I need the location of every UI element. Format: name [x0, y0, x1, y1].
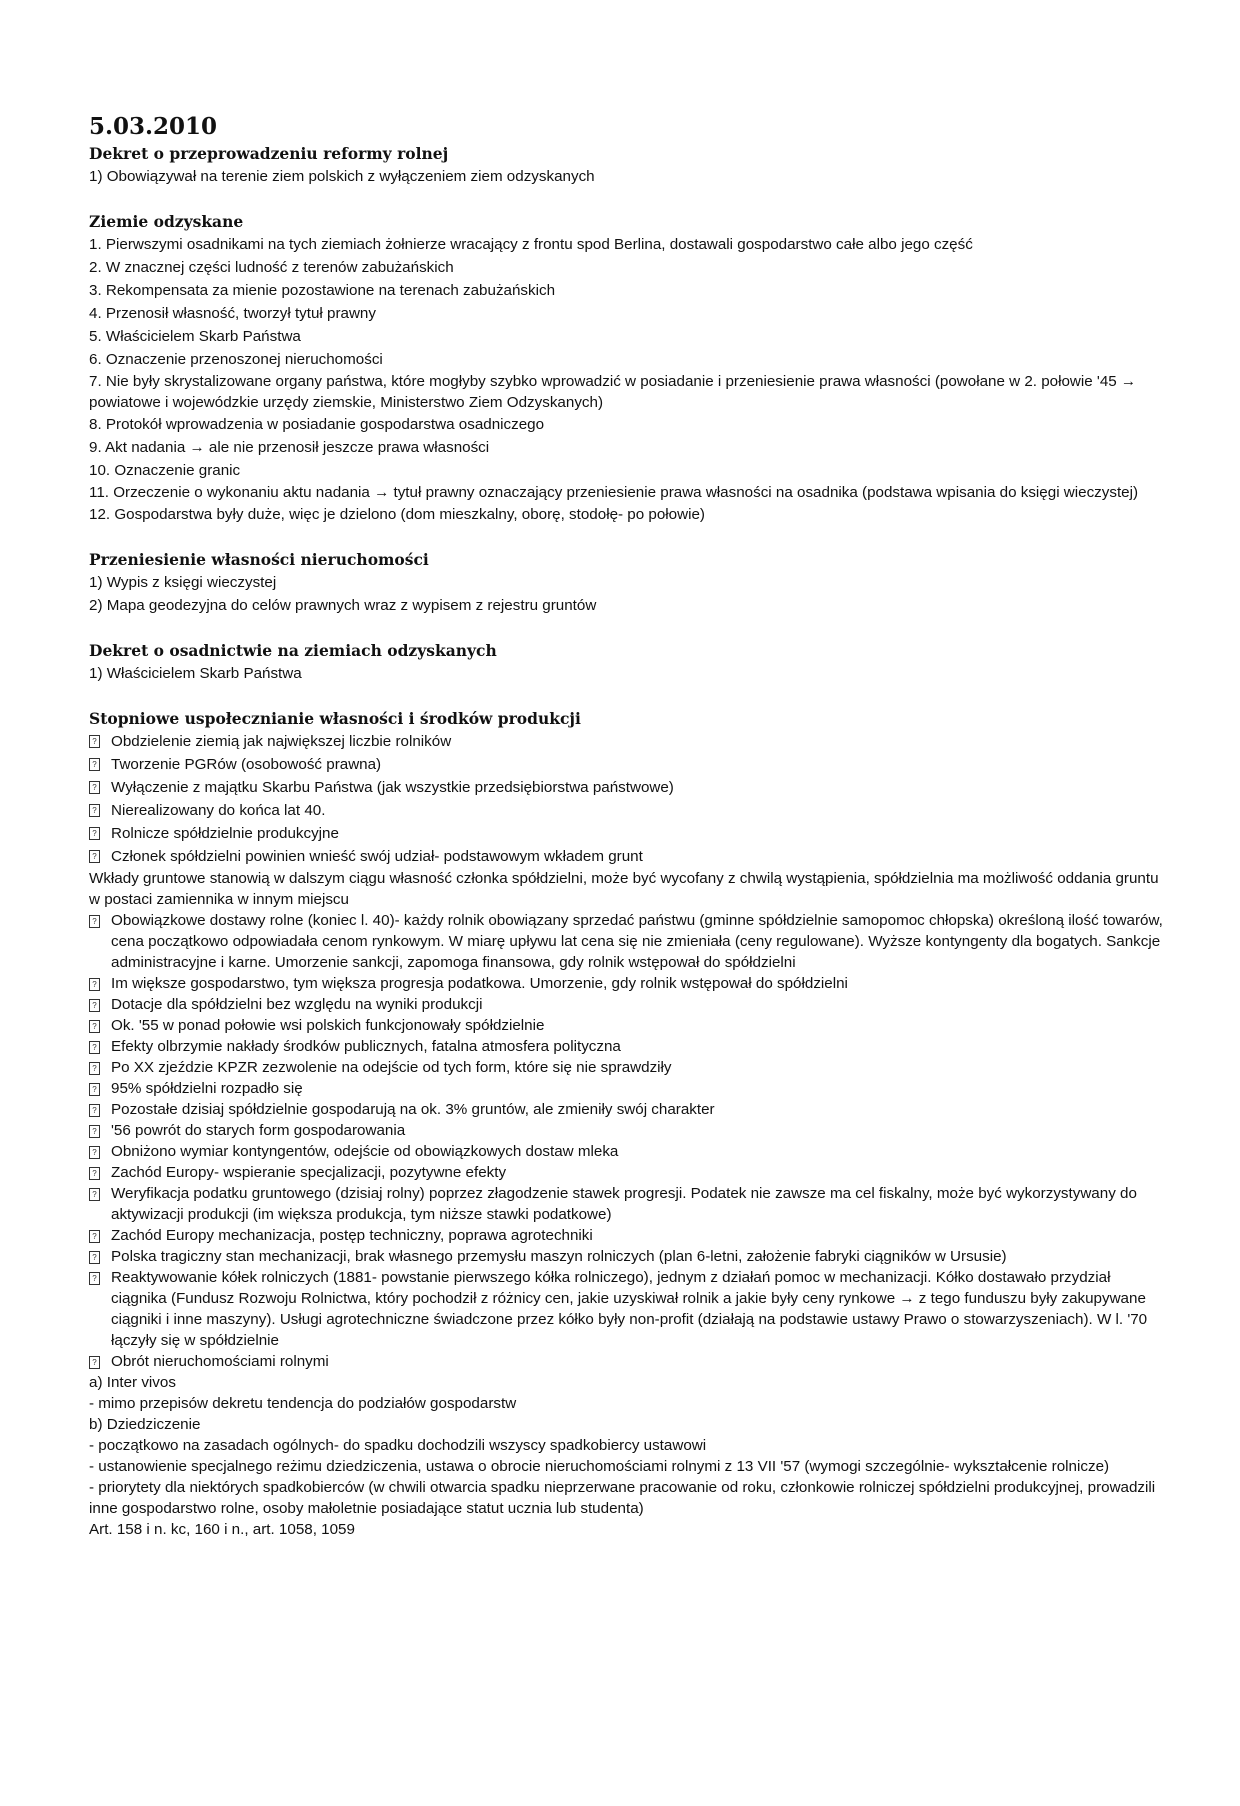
list-item: - początkowo na zasadach ogólnych- do spadku dochodzili wszyscy spadkobiercy ustawowi	[89, 1437, 707, 1454]
bullet-glyph-icon	[89, 1062, 100, 1075]
bullet-glyph-icon	[89, 781, 100, 794]
bullet-item: ? Rolnicze spółdzielnie produkcyjne	[89, 822, 1169, 845]
bullet-item: ? Ok. '55 w ponad połowie wsi polskich funkcjonowały spółdzielnie	[89, 1015, 1169, 1036]
bullet-glyph-icon	[89, 978, 100, 991]
bullet-item: ? Polska tragiczny stan mechanizacji, brak własnego przemysłu maszyn rolniczych (plan 6-letni, założenie fabryki ciągników w Ursusie)	[89, 1246, 1169, 1267]
list-item: 5. Właścicielem Skarb Państwa	[89, 328, 301, 345]
bullet-item: ? 95% spółdzielni rozpadło się	[89, 1078, 1169, 1099]
section-heading: Dekret o przeprowadzeniu reformy rolnej	[89, 144, 449, 163]
bullet-item: ? Efekty olbrzymie nakłady środków publicznych, fatalna atmosfera polityczna	[89, 1036, 1169, 1057]
bullet-item: ? Obdzielenie ziemią jak największej liczbie rolników	[89, 730, 1169, 753]
list-item: 12. Gospodarstwa były duże, więc je dzielono (dom mieszkalny, oborę, stodołę- po połowie)	[89, 506, 705, 523]
bullet-item: ? Tworzenie PGRów (osobowość prawna)	[89, 753, 1169, 776]
bullet-glyph-icon	[89, 1167, 100, 1180]
document-date: 5.03.2010	[89, 113, 218, 140]
bullet-item: ? Wyłączenie z majątku Skarbu Państwa (jak wszystkie przedsiębiorstwa państwowe)	[89, 776, 1169, 799]
list-item: 7. Nie były skrystalizowane organy państwa, które mogłyby szybko wprowadzić w posiadanie i przeniesienie prawa własności (powołane w 2. połowie '45 → powiatowe i wojewódzkie urzędy ziemskie, Ministerstwo Ziem Odzyskanych)	[89, 373, 1137, 411]
list-item: - mimo przepisów dekretu tendencja do podziałów gospodarstw	[89, 1395, 517, 1412]
list-item: 1) Właścicielem Skarb Państwa	[89, 665, 302, 682]
list-item: 11. Orzeczenie o wykonaniu aktu nadania → tytuł prawny oznaczający przeniesienie prawa własności na osadnika (podstawa wpisania do księgi wieczystej)	[89, 484, 1139, 501]
bullet-glyph-icon	[89, 735, 100, 748]
bullet-glyph-icon	[89, 1020, 100, 1033]
bullet-glyph-icon	[89, 758, 100, 771]
bullet-glyph-icon	[89, 915, 100, 928]
bullet-glyph-icon	[89, 1125, 100, 1138]
bullet-glyph-icon	[89, 827, 100, 840]
list-item: 2. W znacznej części ludność z terenów zabużańskich	[89, 259, 454, 276]
bullet-item: ? Obowiązkowe dostawy rolne (koniec l. 40)- każdy rolnik obowiązany sprzedać państwu (gminne spółdzielnie samopomoc chłopska) określoną ilość towarów, cena początkowo odpowiadała cenom rynkowym. W miarę upływu lat cena się nie zmieniała (ceny regulowane). Wyższe kontyngenty dla bogatych. Sankcje administracyjne i karne. Umorzenie sankcji, zapomoga finansowa, gdy rolnik wstępował do spółdzielni	[89, 910, 1169, 973]
list-item: 4. Przenosił własność, tworzył tytuł prawny	[89, 305, 376, 322]
bullet-item: ? Reaktywowanie kółek rolniczych (1881- powstanie pierwszego kółka rolniczego), jednym z działań pomoc w mechanizacji. Kółko dostawało przydział ciągnika (Fundusz Rozwoju Rolnictwa, który pochodził z różnicy cen, jakie uzyskiwał rolnik a jakie były ceny rynkowe → z tego funduszu były zakupywane ciągniki i inne maszyny). Usługi agrotechniczne świadczone przez kółko były non-profit (działają na podstawie ustawy Prawo o stowarzyszeniach). W l. '70 łączyły się w spółdzielnie	[89, 1267, 1169, 1351]
bullet-item: ? '56 powrót do starych form gospodarowania	[89, 1120, 1169, 1141]
bullet-glyph-icon	[89, 1104, 100, 1117]
bullet-item: ? Obrót nieruchomościami rolnymi	[89, 1351, 1169, 1372]
section-heading: Stopniowe uspołecznianie własności i środków produkcji	[89, 709, 581, 728]
bullet-item: ? Członek spółdzielni powinien wnieść swój udział- podstawowym wkładem grunt	[89, 845, 1169, 868]
list-item: - ustanowienie specjalnego reżimu dziedziczenia, ustawa o obrocie nieruchomościami rolnymi z 13 VII '57 (wymogi szczególnie- wykształcenie rolnicze)	[89, 1458, 1110, 1475]
bullet-item: ? Nierealizowany do końca lat 40.	[89, 799, 1169, 822]
list-item: 8. Protokół wprowadzenia w posiadanie gospodarstwa osadniczego	[89, 416, 545, 433]
bullet-item: ? Zachód Europy- wspieranie specjalizacji, pozytywne efekty	[89, 1162, 1169, 1183]
section-heading: Przeniesienie własności nieruchomości	[89, 550, 429, 569]
bullet-item: ? Obniżono wymiar kontyngentów, odejście od obowiązkowych dostaw mleka	[89, 1141, 1169, 1162]
bullet-glyph-icon	[89, 1083, 100, 1096]
bullet-item: ? Dotacje dla spółdzielni bez względu na wyniki produkcji	[89, 994, 1169, 1015]
list-item: 1) Obowiązywał na terenie ziem polskich z wyłączeniem ziem odzyskanych	[89, 168, 595, 185]
list-item: 10. Oznaczenie granic	[89, 462, 241, 479]
bullet-glyph-icon	[89, 1146, 100, 1159]
bullet-item: ? Zachód Europy mechanizacja, postęp techniczny, poprawa agrotechniki	[89, 1225, 1169, 1246]
bullet-item: ? Im większe gospodarstwo, tym większa progresja podatkowa. Umorzenie, gdy rolnik wstępował do spółdzielni	[89, 973, 1169, 994]
paragraph: Wkłady gruntowe stanowią w dalszym ciągu własność członka spółdzielni, może być wycofany z chwilą wystąpienia, spółdzielnia ma możliwość oddania gruntu w postaci zamiennika w innym miejscu	[89, 870, 1159, 908]
bullet-glyph-icon	[89, 804, 100, 817]
bullet-glyph-icon	[89, 1356, 100, 1369]
list-item: a) Inter vivos	[89, 1374, 176, 1391]
list-item: 1. Pierwszymi osadnikami na tych ziemiach żołnierze wracający z frontu spod Berlina, dostawali gospodarstwo całe albo jego część	[89, 236, 973, 253]
list-item: 6. Oznaczenie przenoszonej nieruchomości	[89, 351, 383, 368]
bullet-glyph-icon	[89, 850, 100, 863]
bullet-item: ? Pozostałe dzisiaj spółdzielnie gospodarują na ok. 3% gruntów, ale zmieniły swój charakter	[89, 1099, 1169, 1120]
document-page	[89, 112, 1169, 1540]
bullet-item: ? Po XX zjeździe KPZR zezwolenie na odejście od tych form, które się nie sprawdziły	[89, 1057, 1169, 1078]
list-item: 3. Rekompensata za mienie pozostawione na terenach zabużańskich	[89, 282, 556, 299]
list-item: b) Dziedziczenie	[89, 1416, 201, 1433]
section-heading: Ziemie odzyskane	[89, 212, 244, 231]
bullet-glyph-icon	[89, 1251, 100, 1264]
bullet-glyph-icon	[89, 1230, 100, 1243]
section-heading: Dekret o osadnictwie na ziemiach odzyskanych	[89, 641, 497, 660]
bullet-glyph-icon	[89, 1041, 100, 1054]
reference-line: Art. 158 i n. kc, 160 i n., art. 1058, 1059	[89, 1521, 355, 1538]
bullet-item: ? Weryfikacja podatku gruntowego (dzisiaj rolny) poprzez złagodzenie stawek progresji. Podatek nie zawsze ma cel fiskalny, może być wykorzystywany do aktywizacji produkcji (im większa produkcja, tym niższe stawki podatkowe)	[89, 1183, 1169, 1225]
list-item: 2) Mapa geodezyjna do celów prawnych wraz z wypisem z rejestru gruntów	[89, 597, 597, 614]
bullet-glyph-icon	[89, 1272, 100, 1285]
bullet-glyph-icon	[89, 999, 100, 1012]
list-item: 1) Wypis z księgi wieczystej	[89, 574, 277, 591]
bullet-glyph-icon	[89, 1188, 100, 1201]
list-item: 9. Akt nadania → ale nie przenosił jeszcze prawa własności	[89, 439, 490, 456]
list-item: - priorytety dla niektórych spadkobierców (w chwili otwarcia spadku nieprzerwane pracowanie od roku, członkowie rolniczej spółdzielni produkcyjnej, prowadzili inne gospodarstwo rolne, osoby małoletnie posiadające statut ucznia lub studenta)	[89, 1479, 1156, 1517]
